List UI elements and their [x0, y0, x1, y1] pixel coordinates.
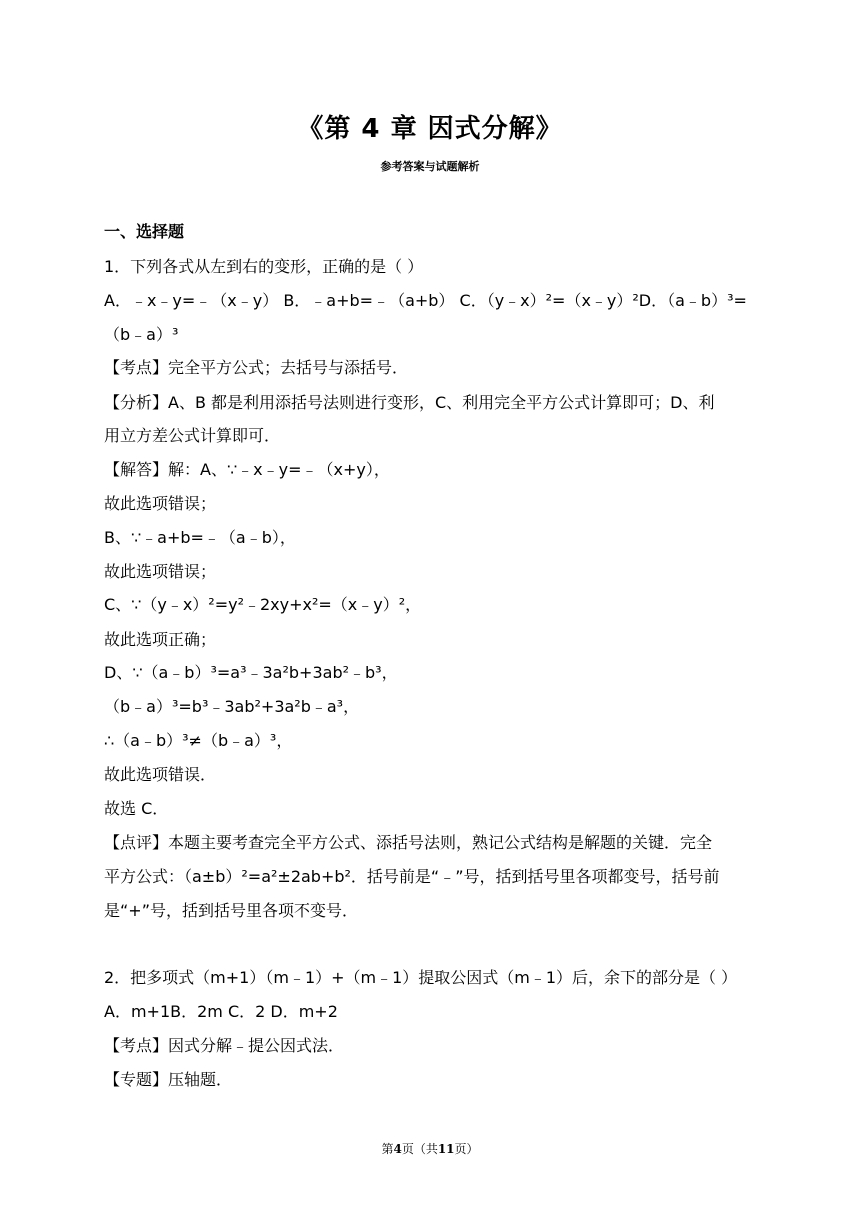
answer-line: 故此选项错误． [104, 765, 217, 784]
page-footer [0, 1140, 860, 1157]
question-2-kaodian: 【考点】因式分解﹣提公因式法． [104, 1036, 345, 1055]
question-1-fenxi-cont: 用立方差公式计算即可． [104, 426, 281, 445]
document-title: 《第 4 章 因式分解》 [297, 114, 563, 144]
answer-line: 故此选项错误； [104, 494, 217, 513]
section-heading: 一、选择题 [104, 222, 185, 241]
question-2-zhuanti: 【专题】压轴题． [104, 1070, 233, 1089]
footer-page-number: 4 [393, 1142, 402, 1156]
answer-line: D、∵（a﹣b）³=a³﹣3a²b+3ab²﹣b³， [104, 663, 398, 682]
question-1-jieda: 【解答】解：A、∵﹣x﹣y=﹣（x+y）， [104, 460, 390, 479]
question-1-dianping-cont: 平方公式：（a±b）²=a²±2ab+b²．括号前是“﹣”号，括到括号里各项都变号，括号前 [104, 867, 720, 886]
answer-line: 故此选项错误； [104, 562, 217, 581]
question-1-stem: 1．下列各式从左到右的变形，正确的是（ ） [104, 257, 424, 276]
footer-total-pages: 11 [437, 1142, 455, 1156]
question-1-dianping-cont: 是“+”号，括到括号里各项不变号． [104, 901, 358, 920]
question-1-options-cont: （b﹣a）³ [104, 325, 179, 344]
footer-suffix: 页） [454, 1142, 479, 1156]
footer-middle: 页（共 [401, 1142, 438, 1156]
answer-line: 故此选项正确； [104, 630, 217, 649]
answer-line: C、∵（y﹣x）²=y²﹣2xy+x²=（x﹣y）²， [104, 595, 422, 614]
question-1-kaodian: 【考点】完全平方公式；去括号与添括号． [104, 358, 409, 377]
answer-line: 故选 C． [104, 799, 169, 818]
question-1-fenxi: 【分析】A、B 都是利用添括号法则进行变形，C、利用完全平方公式计算即可；D、利 [104, 393, 715, 412]
document-subtitle: 参考答案与试题解析 [380, 160, 480, 173]
question-1-dianping: 【点评】本题主要考查完全平方公式、添括号法则，熟记公式结构是解题的关键．完全 [104, 833, 713, 852]
question-2-options: A．m+1B．2m C．2 D．m+2 [104, 1002, 338, 1021]
footer-prefix: 第 [381, 1142, 394, 1156]
answer-line: （b﹣a）³=b³﹣3ab²+3a²b﹣a³， [104, 697, 360, 716]
question-2-stem: 2．把多项式（m+1）（m﹣1）+（m﹣1）提取公因式（m﹣1）后，余下的部分是（ ） [104, 968, 738, 987]
question-1-options: A．﹣x﹣y=﹣（x﹣y） B．﹣a+b=﹣（a+b） C．（y﹣x）²=（x﹣y）²D．（a﹣b）³= [104, 291, 747, 310]
answer-line: B、∵﹣a+b=﹣（a﹣b）， [104, 528, 296, 547]
answer-line: ∴（a﹣b）³≠（b﹣a）³， [104, 731, 293, 750]
